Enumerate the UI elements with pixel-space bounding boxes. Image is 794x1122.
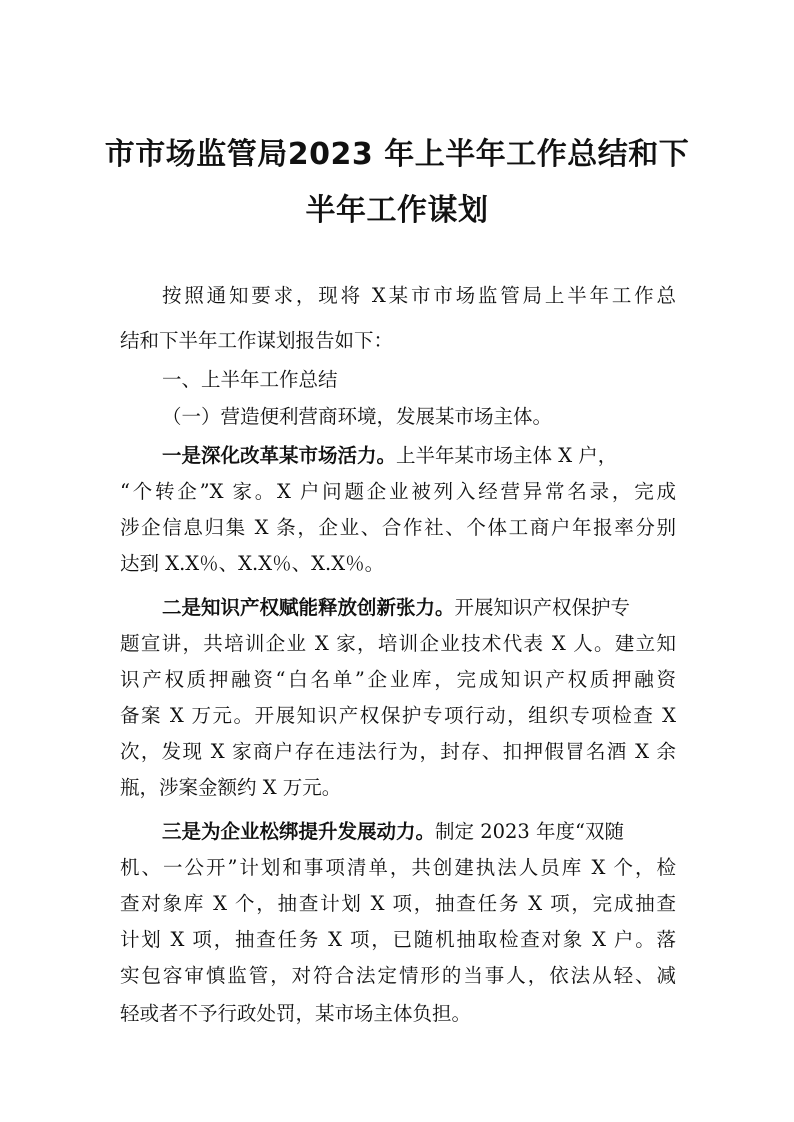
paragraph-1-line-1 <box>120 443 676 469</box>
paragraph-3-line-5: 实包容审慎监管，对符合法定情形的当事人，依法从轻、减 <box>120 964 676 987</box>
paragraph-2-line-1 <box>120 595 676 621</box>
paragraph-2-lead: 二是知识产权赋能释放创新张力。 <box>162 596 455 619</box>
paragraph-2-line-1-text: 开展知识产权保护专 <box>454 596 631 619</box>
section-heading: 一、上半年工作总结 <box>162 368 338 391</box>
paragraph-3-line-6: 轻或者不予行政处罚，某市场主体负担。 <box>120 1002 472 1025</box>
paragraph-2-line-2: 题宣讲，共培训企业 X 家，培训企业技术代表 X 人。建立知 <box>120 632 676 655</box>
paragraph-3-line-4: 计划 X 项，抽查任务 X 项，已随机抽取检查对象 X 户。落 <box>120 928 676 951</box>
document-title-line-2: 半年工作谋划 <box>305 193 489 228</box>
paragraph-2-line-5: 次，发现 X 家商户存在违法行为，封存、扣押假冒名酒 X 余 <box>120 740 676 763</box>
paragraph-2-line-4: 备案 X 万元。开展知识产权保护专项行动，组织专项检查 X <box>120 704 676 727</box>
intro-line-2: 结和下半年工作谋划报告如下： <box>120 329 394 352</box>
paragraph-3-line-1 <box>120 819 676 845</box>
paragraph-2-line-3: 识产权质押融资“白名单”企业库，完成知识产权质押融资 <box>120 668 676 691</box>
paragraph-1-line-1-text: 上半年某市场主体 X 户， <box>396 444 618 467</box>
paragraph-3-lead: 三是为企业松绑提升发展动力。 <box>162 820 436 843</box>
document-title-line-1: 市市场监管局2023 年上半年工作总结和下 <box>104 137 690 172</box>
paragraph-1-line-4: 达到 X.X％、X.X％、X.X％。 <box>120 552 385 575</box>
paragraph-1-line-2: “个转企”X 家。X 户问题企业被列入经营异常名录，完成 <box>120 480 676 503</box>
paragraph-1-lead: 一是深化改革某市场活力。 <box>162 444 397 467</box>
paragraph-3-line-2: 机、一公开”计划和事项清单，共创建执法人员库 X 个，检 <box>120 856 676 879</box>
paragraph-1-line-3: 涉企信息归集 X 条，企业、合作社、个体工商户年报率分别 <box>120 516 676 539</box>
paragraph-2-line-6: 瓶，涉案金额约 X 万元。 <box>120 776 342 799</box>
paragraph-3-line-1-text: 制定 2023 年度“双随 <box>435 820 625 843</box>
subsection-heading: （一）营造便利营商环境，发展某市场主体。 <box>162 405 553 428</box>
intro-line-1: 按照通知要求，现将 X某市市场监管局上半年工作总 <box>162 284 676 307</box>
paragraph-3-line-3: 查对象库 X 个，抽查计划 X 项，抽查任务 X 项，完成抽查 <box>120 892 676 915</box>
